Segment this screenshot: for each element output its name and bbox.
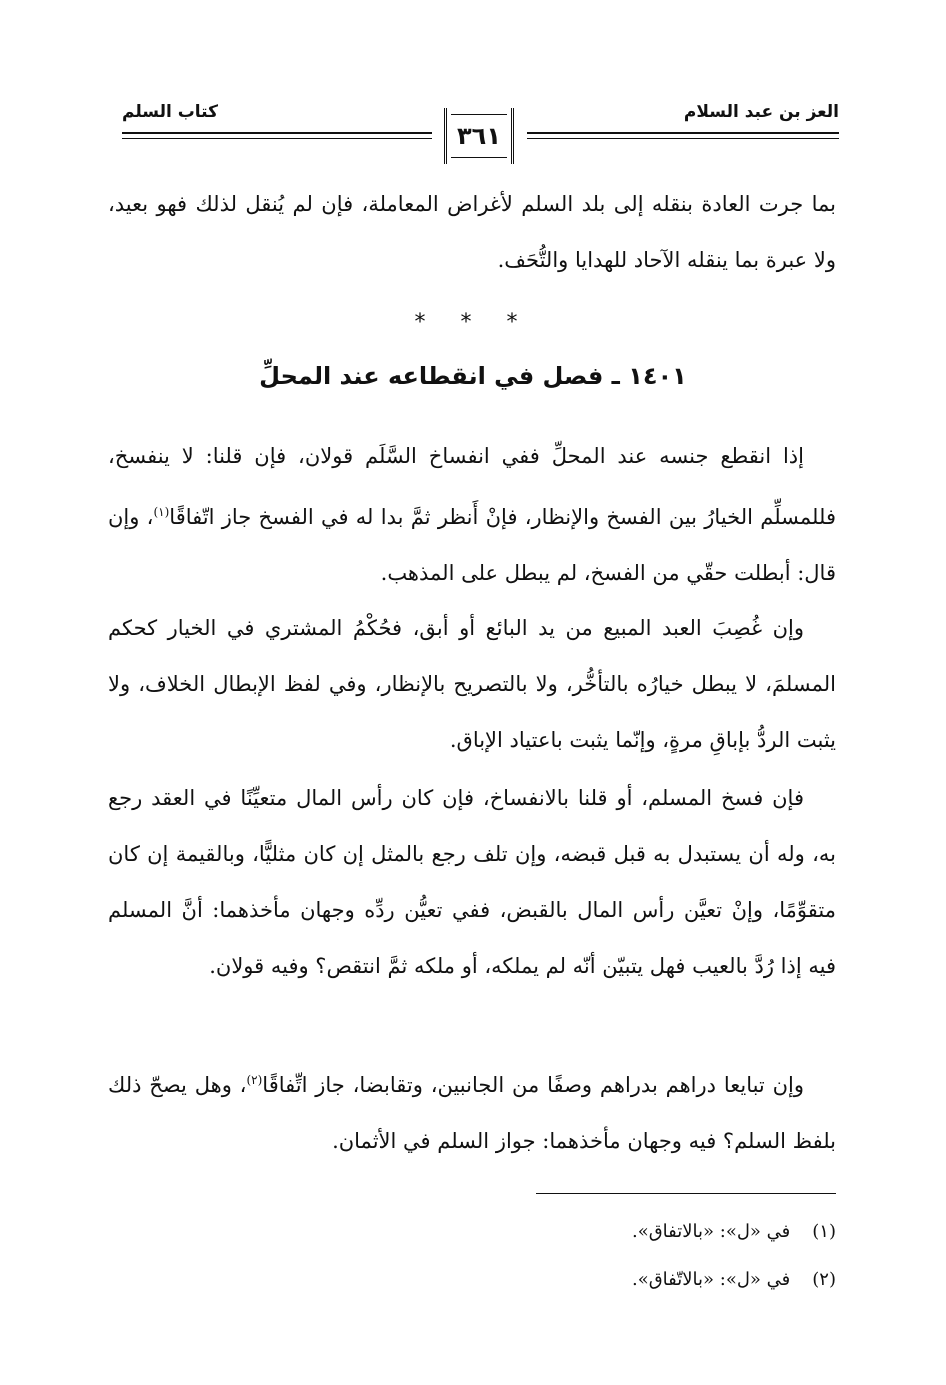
- footnote-ref-1: (١): [153, 505, 170, 519]
- paragraph-3: فإن فسخ المسلم، أو قلنا بالانفساخ، فإن كان رأس المال متعيِّنًا في العقد رجع به، وله أن يستبدل به قبل قبضه، وإن تلف رجع بالمثل إن كان مثليًّا، وبالقيمة إن كان متقوِّمًا، وإنْ تعيَّن رأس المال بالقبض، ففي تعيُّن ردِّه وجهان مأخذهما: أنَّ المسلم فيه إذا رُدَّ بالعيب فهل يتبيّن أنّه لم يملكه، أو ملكه ثمَّ انتقص؟ وفيه قولان.: [108, 786, 836, 978]
- paragraph-4-text-a: وإن تبايعا دراهم بدراهم وصفًا من الجانبين، وتقابضا، جاز اتِّفاقًا: [262, 1073, 805, 1097]
- header-book-title: كتاب السلم: [122, 102, 218, 122]
- paragraph-4-text-b: ، وهل يصحّ ذلك بلفظ السلم؟ فيه وجهان مأخذهما: جواز السلم في الأثمان.: [108, 1073, 836, 1153]
- page-number: ٣٦١: [457, 122, 501, 150]
- paragraph-1-text-b: ، وإن قال: أبطلت حقّي من الفسخ، لم يبطل على المذهب.: [108, 505, 836, 585]
- running-header: [122, 88, 839, 168]
- section-heading: ١٤٠١ ـ فصل في انقطاعه عند المحلِّ: [259, 362, 687, 390]
- footnote-item: [436, 1256, 836, 1304]
- footnote-number: (١): [812, 1221, 836, 1242]
- paragraph-2: وإن غُصِبَ العبد المبيع من يد البائع أو أبق، فحُكْمُ المشتري في الخيار كحكم المسلمَ، لا يبطل خيارُه بالتأخُّر، ولا بالتصريح بالإنظار، وفي لفظ الإبطال الخلاف، ولا يثبت الردُّ بإباقِ مرةٍ، وإنّما يثبت باعتياد الإباق.: [108, 616, 836, 752]
- footnote-item: [436, 1208, 836, 1256]
- paragraph-1: [108, 428, 836, 601]
- footnotes: [436, 1208, 836, 1304]
- header-rule-left-thin: [122, 138, 432, 139]
- header-rule-right-thin: [527, 138, 839, 139]
- header-rule-left: [122, 132, 432, 134]
- header-rule-right: [527, 132, 839, 134]
- section-separator: * * *: [414, 310, 532, 335]
- footnote-number: (٢): [812, 1269, 836, 1290]
- paragraph-1-text-a: إذا انقطع جنسه عند المحلِّ ففي انفساخ السَّلَم قولان، فإن قلنا: لا ينفسخ، فللمسلِّم الخيارُ بين الفسخ والإنظار، فإنْ أَنظر ثمَّ بدا له في الفسخ جاز اتّفاقًا: [108, 444, 836, 529]
- footnote-text: في «ل»: «بالاتّفاق».: [631, 1269, 791, 1290]
- footnote-divider: [536, 1193, 836, 1194]
- page-number-box: [444, 108, 514, 164]
- paragraph-4: [108, 1052, 836, 1169]
- header-author: العز بن عبد السلام: [683, 102, 839, 122]
- footnote-ref-2: (٢): [246, 1073, 263, 1087]
- paragraph-continuation: بما جرت العادة بنقله إلى بلد السلم لأغراض المعاملة، فإن لم يُنقل لذلك فهو بعيد، ولا عبرة بما ينقله الآحاد للهدايا والتُّحَف.: [108, 192, 836, 272]
- footnote-text: في «ل»: «بالاتفاق».: [631, 1221, 791, 1242]
